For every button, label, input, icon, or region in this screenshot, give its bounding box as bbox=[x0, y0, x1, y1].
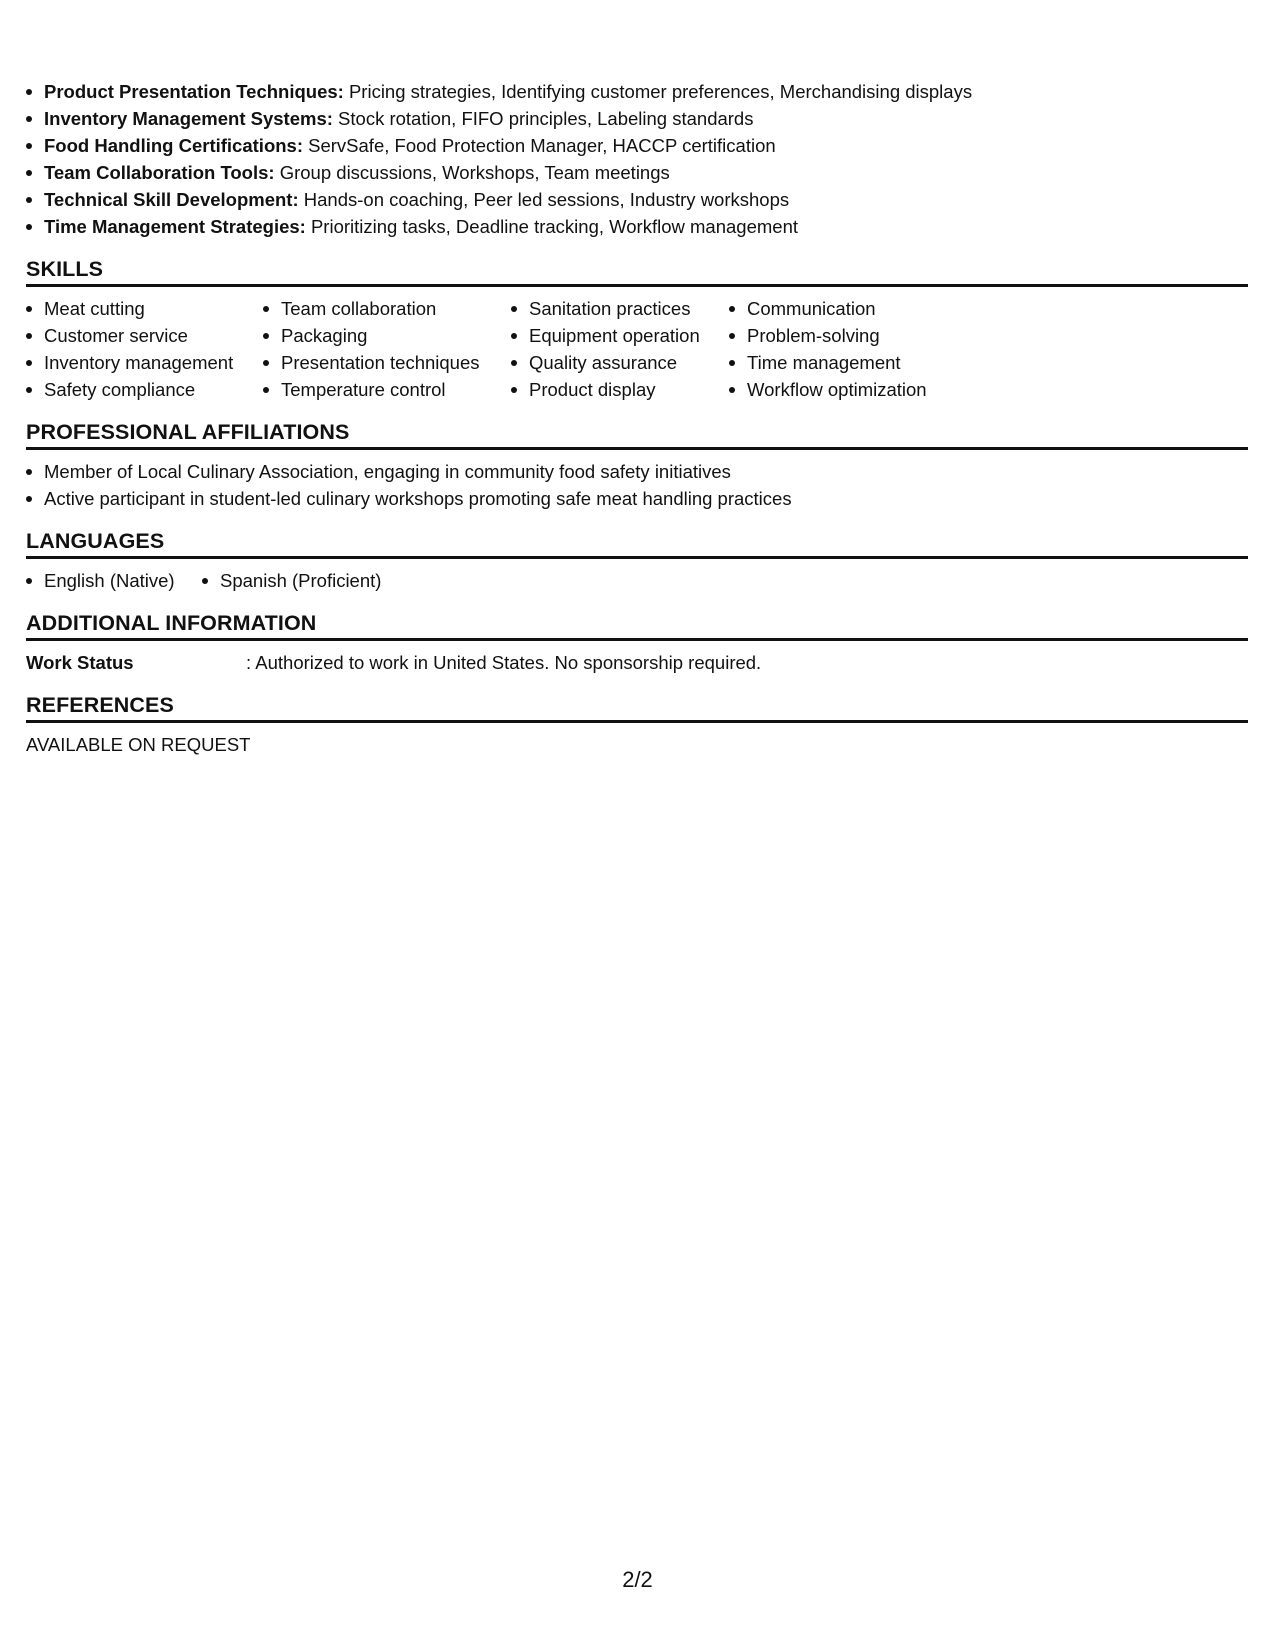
item-label: Food Handling Certifications: bbox=[44, 135, 303, 156]
skills-column bbox=[263, 295, 511, 403]
section-title-additional: ADDITIONAL INFORMATION bbox=[26, 611, 317, 635]
skills-column bbox=[729, 295, 989, 403]
skills-column bbox=[511, 295, 729, 403]
references-text: AVAILABLE ON REQUEST bbox=[26, 734, 251, 755]
item-label: Time Management Strategies: bbox=[44, 216, 306, 237]
list-item bbox=[26, 213, 1248, 240]
section-divider bbox=[26, 556, 1248, 559]
skill-item: Product display bbox=[511, 376, 729, 403]
item-text: Pricing strategies, Identifying customer preferences, Merchandising displays bbox=[343, 81, 973, 102]
work-status-label: Work Status bbox=[26, 652, 134, 673]
item-label: Inventory Management Systems: bbox=[44, 108, 333, 129]
skill-item: Equipment operation bbox=[511, 322, 729, 349]
references-section bbox=[26, 692, 1248, 758]
item-text: Group discussions, Workshops, Team meetings bbox=[274, 162, 670, 183]
languages-list bbox=[26, 567, 1248, 594]
skill-item: Presentation techniques bbox=[263, 349, 511, 376]
skill-item: Safety compliance bbox=[26, 376, 263, 403]
item-text: Stock rotation, FIFO principles, Labeling standards bbox=[332, 108, 754, 129]
item-label: Technical Skill Development: bbox=[44, 189, 299, 210]
section-title-languages: LANGUAGES bbox=[26, 529, 165, 553]
skill-item: Temperature control bbox=[263, 376, 511, 403]
work-status-value: : Authorized to work in United States. No sponsorship required. bbox=[246, 652, 762, 673]
work-status-row bbox=[26, 649, 1248, 676]
skill-item: Team collaboration bbox=[263, 295, 511, 322]
section-divider bbox=[26, 638, 1248, 641]
skill-item: Time management bbox=[729, 349, 989, 376]
section-title-references: REFERENCES bbox=[26, 693, 174, 717]
item-text: Prioritizing tasks, Deadline tracking, Workflow management bbox=[305, 216, 798, 237]
section-title-skills: SKILLS bbox=[26, 257, 104, 281]
skill-item: Workflow optimization bbox=[729, 376, 989, 403]
item-label: Team Collaboration Tools: bbox=[44, 162, 275, 183]
list-item: Member of Local Culinary Association, engaging in community food safety initiatives bbox=[26, 458, 1248, 485]
skill-item: Packaging bbox=[263, 322, 511, 349]
section-divider bbox=[26, 284, 1248, 287]
section-divider bbox=[26, 720, 1248, 723]
competencies-list bbox=[26, 78, 1248, 240]
skill-item: Sanitation practices bbox=[511, 295, 729, 322]
list-item bbox=[26, 159, 1248, 186]
skill-item: Inventory management bbox=[26, 349, 263, 376]
section-title-affiliations: PROFESSIONAL AFFILIATIONS bbox=[26, 420, 350, 444]
skill-item: Problem-solving bbox=[729, 322, 989, 349]
skills-grid bbox=[26, 295, 1248, 403]
affiliations-list bbox=[26, 458, 1248, 512]
skill-item: Communication bbox=[729, 295, 989, 322]
language-item: English (Native) bbox=[26, 567, 202, 594]
additional-info-section bbox=[26, 610, 1248, 676]
skills-column bbox=[26, 295, 263, 403]
skill-item: Quality assurance bbox=[511, 349, 729, 376]
languages-section bbox=[26, 528, 1248, 594]
skill-item: Customer service bbox=[26, 322, 263, 349]
affiliations-section bbox=[26, 419, 1248, 512]
section-divider bbox=[26, 447, 1248, 450]
skill-item: Meat cutting bbox=[26, 295, 263, 322]
list-item bbox=[26, 132, 1248, 159]
item-label: Product Presentation Techniques: bbox=[44, 81, 344, 102]
list-item bbox=[26, 105, 1248, 132]
page-number: 2/2 bbox=[622, 1567, 653, 1592]
item-text: ServSafe, Food Protection Manager, HACCP certification bbox=[303, 135, 776, 156]
skills-section bbox=[26, 256, 1248, 403]
language-item: Spanish (Proficient) bbox=[202, 567, 381, 594]
list-item bbox=[26, 78, 1248, 105]
resume-page bbox=[26, 78, 1248, 758]
list-item: Active participant in student-led culinary workshops promoting safe meat handling practices bbox=[26, 485, 1248, 512]
list-item bbox=[26, 186, 1248, 213]
item-text: Hands-on coaching, Peer led sessions, Industry workshops bbox=[298, 189, 790, 210]
